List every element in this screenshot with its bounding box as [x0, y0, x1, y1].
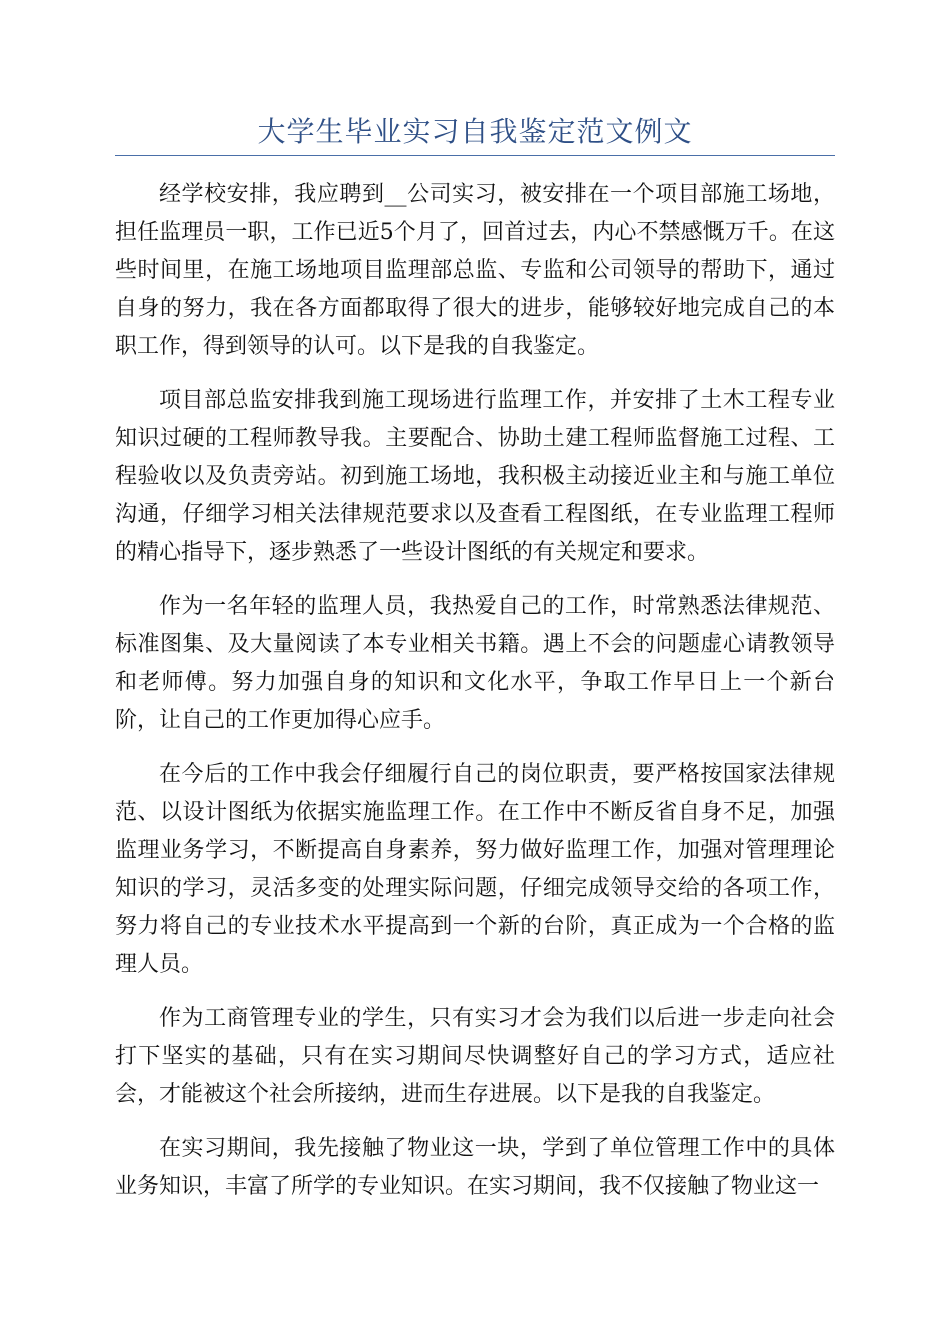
document-title: 大学生毕业实习自我鉴定范文例文: [257, 115, 693, 148]
paragraph-5: 作为工商管理专业的学生，只有实习才会为我们以后进一步走向社会打下坚实的基础，只有在实习期间尽快调整好自己的学习方式，适应社会，才能被这个社会所接纳，进而生存进展。以下是我的自我鉴定。: [115, 1006, 835, 1107]
paragraph-6: 在实习期间，我先接触了物业这一块，学到了单位管理工作中的具体业务知识，丰富了所学的专业知识。在实习期间，我不仅接触了物业这一: [115, 1136, 835, 1199]
paragraph-3: 作为一名年轻的监理人员，我热爱自己的工作，时常熟悉法律规范、标准图集、及大量阅读了本专业相关书籍。遇上不会的问题虚心请教领导和老师傅。努力加强自身的知识和文化水平，争取工作早日上一个新台阶，让自己的工作更加得心应手。: [115, 594, 835, 733]
paragraph-4: 在今后的工作中我会仔细履行自己的岗位职责，要严格按国家法律规范、以设计图纸为依据实施监理工作。在工作中不断反省自身不足，加强监理业务学习，不断提高自身素养，努力做好监理工作，加强对管理理论知识的学习，灵活多变的处理实际问题，仔细完成领导交给的各项工作，努力将自己的专业技术水平提高到一个新的台阶，真正成为一个合格的监理人员。: [115, 762, 835, 977]
paragraph-1: 经学校安排，我应聘到__公司实习，被安排在一个项目部施工场地，担任监理员一职，工作已近5个月了，回首过去，内心不禁感慨万千。在这些时间里，在施工场地项目监理部总监、专监和公司领导的帮助下，通过自身的努力，我在各方面都取得了很大的进步，能够较好地完成自己的本职工作，得到领导的认可。以下是我的自我鉴定。: [115, 182, 835, 359]
paragraph-2: 项目部总监安排我到施工现场进行监理工作，并安排了土木工程专业知识过硬的工程师教导我。主要配合、协助土建工程师监督施工过程、工程验收以及负责旁站。初到施工场地，我积极主动接近业主和与施工单位沟通，仔细学习相关法律规范要求以及查看工程图纸，在专业监理工程师的精心指导下，逐步熟悉了一些设计图纸的有关规定和要求。: [115, 388, 835, 565]
document-body: [115, 176, 835, 1222]
title-underline: [115, 155, 835, 156]
